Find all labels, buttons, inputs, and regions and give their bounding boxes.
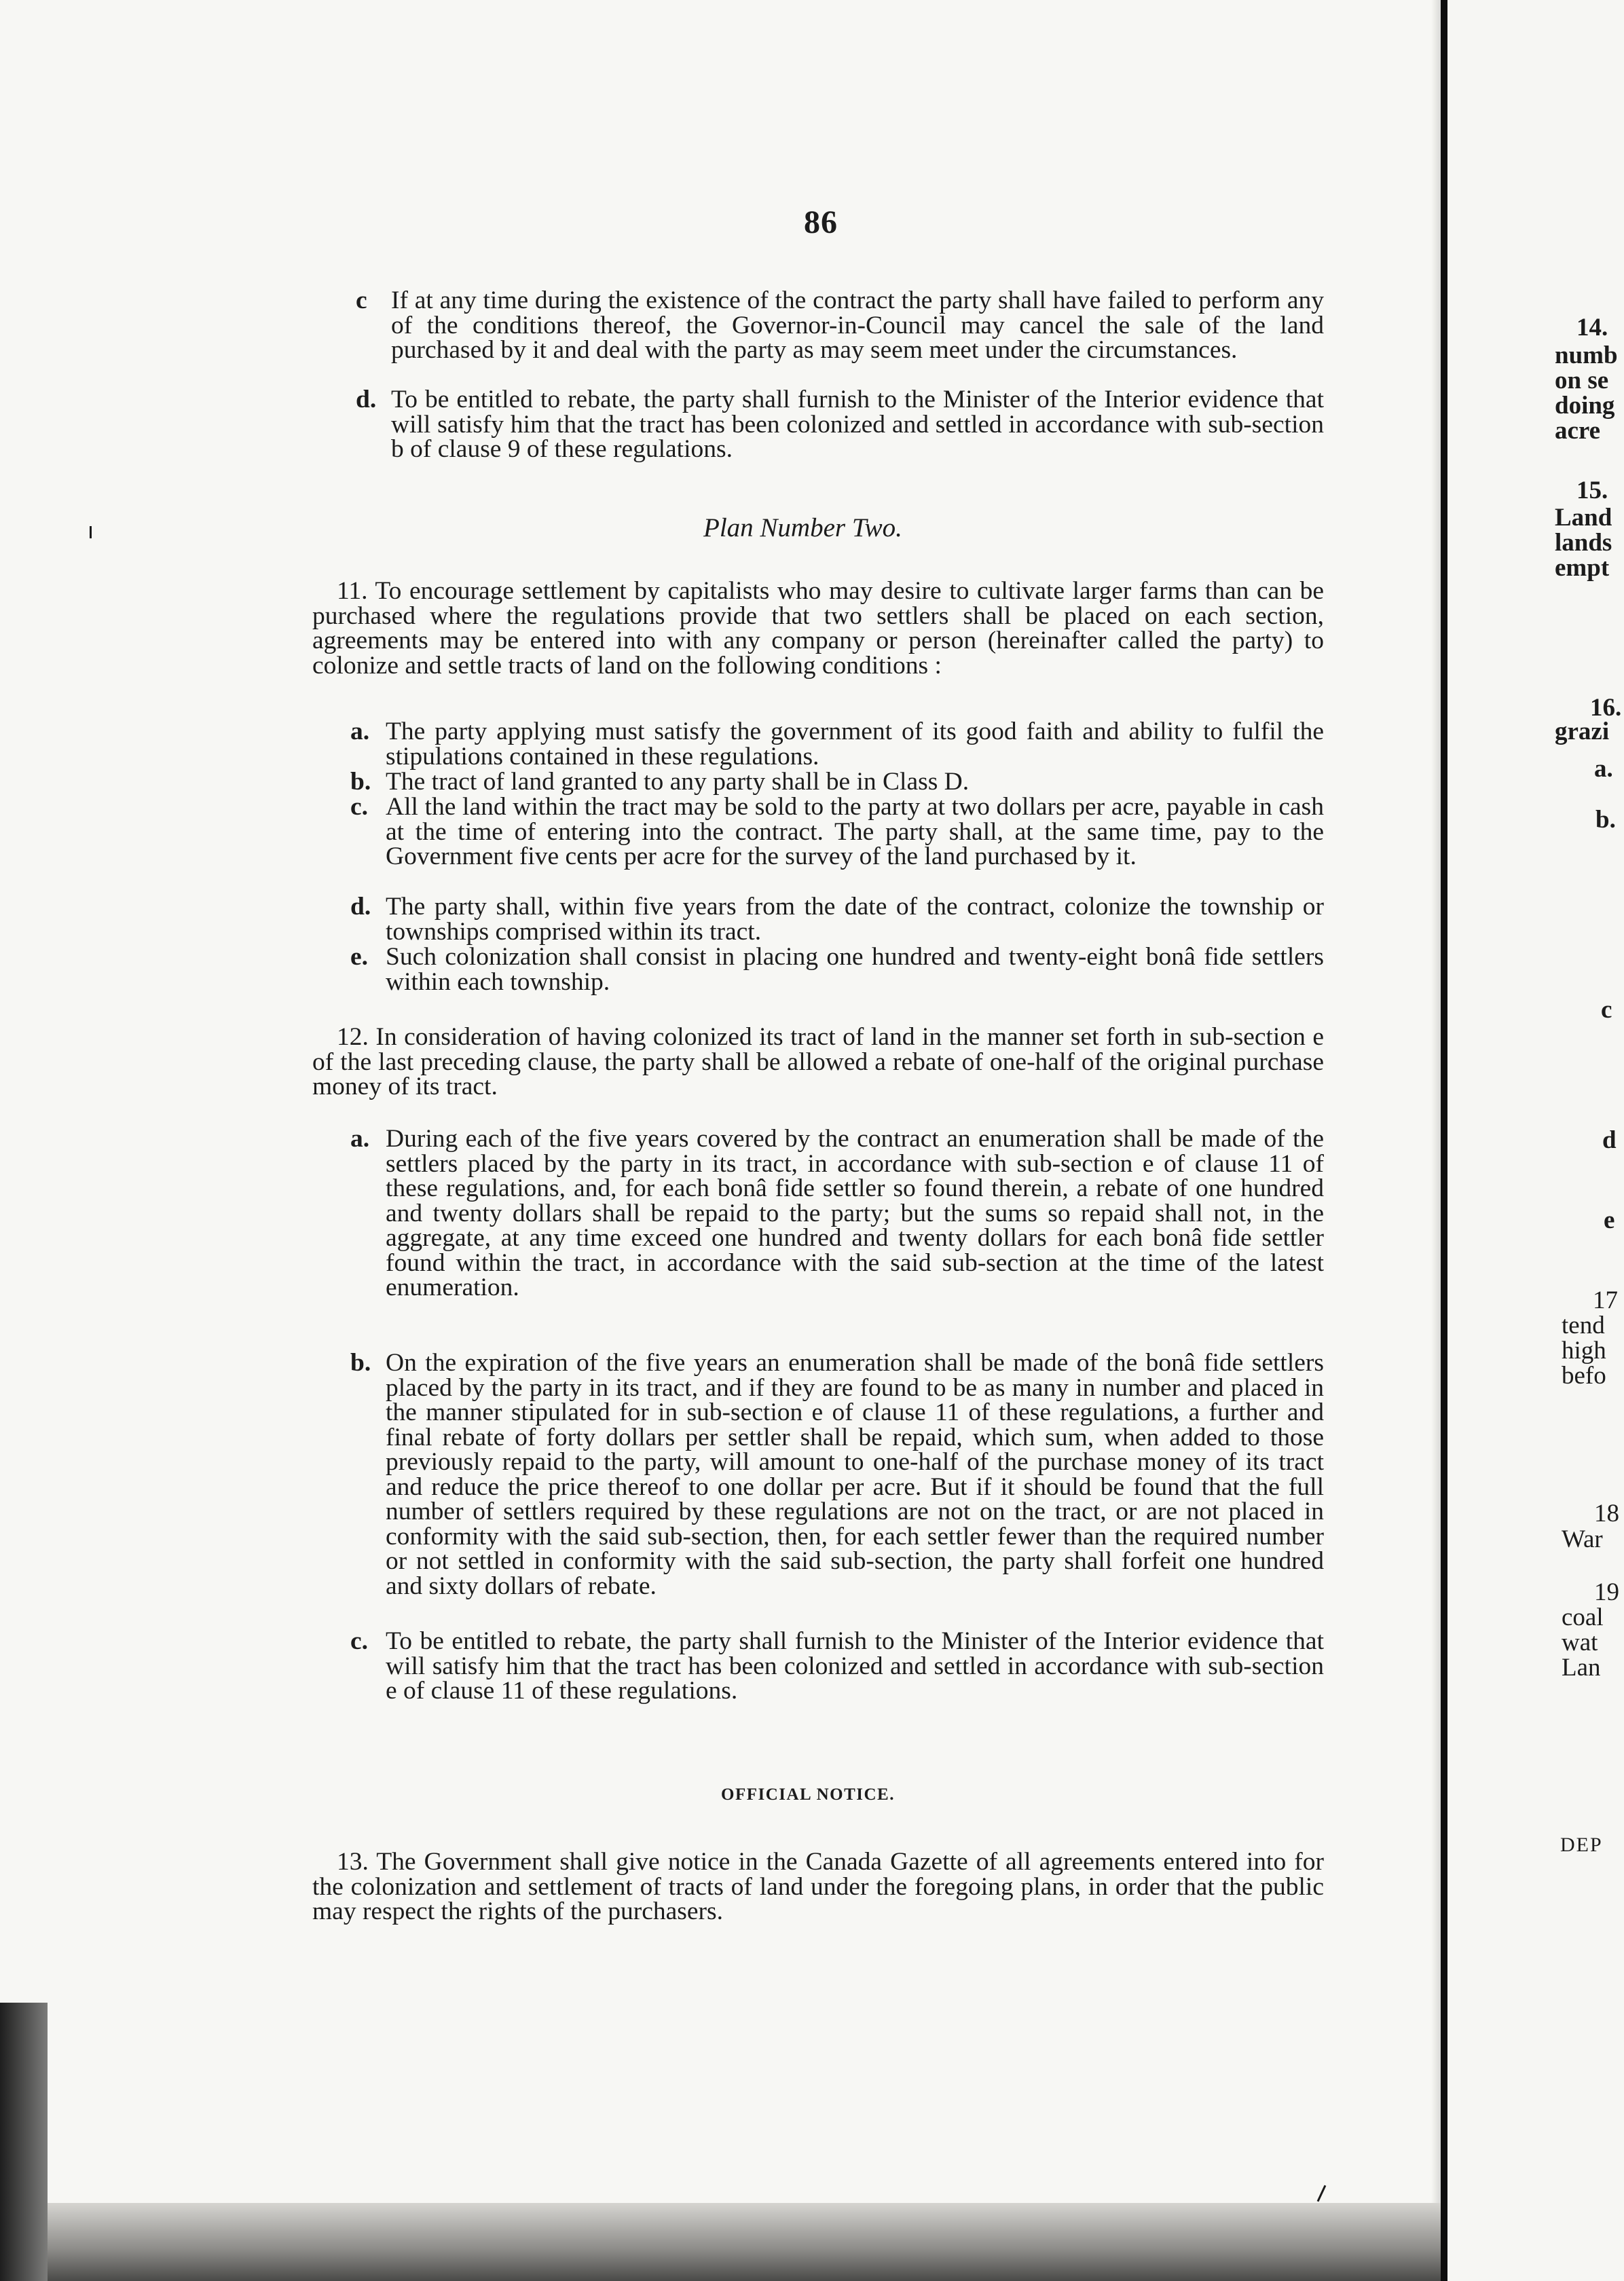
clause-11-item-d bbox=[350, 895, 1324, 944]
right-fragment: Land bbox=[1555, 504, 1612, 532]
right-fragment: empt bbox=[1555, 554, 1610, 582]
item-marker: c bbox=[356, 286, 367, 314]
right-fragment: high bbox=[1562, 1337, 1606, 1365]
right-fragment: 14. bbox=[1576, 314, 1608, 341]
right-fragment: doing bbox=[1555, 392, 1615, 420]
item-text: The tract of land granted to any party shall be in Class D. bbox=[386, 768, 970, 796]
item-marker: c. bbox=[350, 793, 369, 821]
right-fragment: grazi bbox=[1555, 718, 1610, 745]
clause-12-item-a bbox=[350, 1127, 1324, 1301]
clause-12-item-c bbox=[350, 1629, 1324, 1704]
right-fragment: acre bbox=[1555, 417, 1601, 445]
clause-10-item-c bbox=[356, 286, 1324, 364]
clause-12-intro: 12. In consideration of having colonized its tract of land in the manner set forth in sub-section e of the last preceding clause, the party shall be allowed a rebate of one-half of the original purchase money of its tract. bbox=[312, 1023, 1324, 1100]
right-fragment: e bbox=[1604, 1206, 1615, 1234]
item-text: All the land within the tract may be sold to the party at two dollars per acre, payable in cash at the time of entering into the contract. The party shall, at the same time, pay to the Government five cents per acre for the survey of the land purchased by it. bbox=[386, 793, 1324, 870]
item-text: On the expiration of the five years an enumeration shall be made of the bonâ fide settlers placed by the party in its tract, and if they are found to be as many in number and placed in the manner stipulated for in sub-section e of clause 11 of these regulations, a further and final rebate of forty dollars per settler shall be repaid, which sum, when added to those previously repaid to the party, will amount to one-half of the purchase money of its tract and reduce the price thereof to one dollar per acre. But if it should be found that the full number of settlers required by these regulations are not on the tract, or are not placed in conformity with the said sub-section, then, for each settler fewer than the required number or not settled in conformity with the said sub-section, the party shall forfeit one hundred and sixty dollars of rebate. bbox=[386, 1349, 1324, 1600]
right-fragment: 17 bbox=[1593, 1286, 1618, 1314]
right-fragment: wat bbox=[1562, 1629, 1598, 1656]
right-fragment: 19 bbox=[1594, 1578, 1619, 1606]
clause-12-item-b bbox=[350, 1351, 1324, 1599]
right-fragment: numb bbox=[1555, 341, 1618, 369]
right-fragment: c bbox=[1601, 996, 1612, 1024]
right-fragment: tend bbox=[1562, 1312, 1605, 1339]
item-text: The party shall, within five years from the date of the contract, colonize the township or townships comprised within its tract. bbox=[386, 893, 1324, 946]
item-text: To be entitled to rebate, the party shall furnish to the Minister of the Interior evidence that will satisfy him that the tract has been colonized and settled in accordance with sub-section e of clause 11 of these regulations. bbox=[386, 1627, 1324, 1705]
item-marker: e. bbox=[350, 943, 369, 971]
item-text: The party applying must satisfy the government of its good faith and ability to fulfil the stipulations contained in these regulations. bbox=[386, 718, 1324, 771]
item-marker: d. bbox=[356, 386, 377, 413]
heading-official-notice: OFFICIAL NOTICE. bbox=[721, 1785, 895, 1804]
right-page-fragment bbox=[1447, 0, 1624, 2281]
page-gutter bbox=[1441, 0, 1447, 2281]
item-marker: d. bbox=[350, 893, 371, 921]
page-number: 86 bbox=[804, 204, 838, 240]
right-fragment: a. bbox=[1594, 755, 1613, 783]
item-text: Such colonization shall consist in placing one hundred and twenty-eight bonâ fide settlers within each township. bbox=[386, 943, 1324, 996]
heading-plan-number-two: Plan Number Two. bbox=[703, 513, 902, 542]
gutter-shadow bbox=[1431, 0, 1441, 2281]
item-marker: a. bbox=[350, 718, 370, 745]
item-marker: a. bbox=[350, 1125, 370, 1153]
right-fragment: Lan bbox=[1562, 1654, 1601, 1682]
right-fragment: lands bbox=[1555, 529, 1612, 557]
item-text: If at any time during the existence of the contract the party shall have failed to perform any of the conditions thereof, the Governor-in-Council may cancel the sale of the land purchased by it and deal with the party as may seem meet under the circumstances. bbox=[391, 286, 1324, 364]
clause-11-intro: 11. To encourage settlement by capitalists who may desire to cultivate larger farms than can be purchased where the regulations provide that two settlers shall be placed on each section, agreements may be entered into with any company or person (hereinafter called the party) to colonize and settle tracts of land on the following conditions : bbox=[312, 577, 1324, 680]
page-bottom-edge bbox=[41, 2203, 1441, 2281]
clause-13: 13. The Government shall give notice in the Canada Gazette of all agreements entered into for the colonization and settlement of tracts of land under the foregoing plans, in order that the public may respect the rights of the purchasers. bbox=[312, 1848, 1324, 1925]
right-fragment: 16. bbox=[1590, 694, 1622, 722]
right-fragment: d bbox=[1602, 1126, 1617, 1154]
item-text: During each of the five years covered by the contract an enumeration shall be made of the settlers placed by the party in its tract, in accordance with sub-section e of clause 11 of these regulations, and, for each bonâ fide settler so found therein, a rebate of one hundred and twenty dollars shall be repaid to the party; but the sums so repaid shall not, in the aggregate, at any time exceed one hundred and twenty dollars for each bonâ fide settler found within the tract, in accordance with the said sub-section at the time of the latest enumeration. bbox=[386, 1125, 1324, 1301]
page-speck bbox=[90, 526, 92, 538]
clause-11-item-b bbox=[350, 770, 1324, 795]
right-fragment: befo bbox=[1562, 1362, 1606, 1390]
right-fragment: War bbox=[1562, 1525, 1603, 1553]
item-marker: c. bbox=[350, 1627, 369, 1655]
right-fragment: on se bbox=[1555, 367, 1609, 394]
item-marker: b. bbox=[350, 768, 371, 796]
right-fragment: coal bbox=[1562, 1603, 1604, 1631]
page-speck bbox=[1317, 2185, 1327, 2202]
clause-10-item-d bbox=[356, 388, 1324, 462]
item-text: To be entitled to rebate, the party shall furnish to the Minister of the Interior evidence that will satisfy him that the tract has been colonized and settled in accordance with sub-section b of clause 9 of these regulations. bbox=[391, 386, 1324, 463]
right-fragment: 15. bbox=[1576, 477, 1608, 504]
item-marker: b. bbox=[350, 1349, 371, 1377]
right-fragment: b. bbox=[1595, 806, 1616, 834]
right-fragment: 18 bbox=[1594, 1500, 1619, 1527]
clause-11-item-c bbox=[350, 795, 1324, 870]
clause-11-item-e bbox=[350, 945, 1324, 995]
right-fragment: DEP bbox=[1560, 1834, 1603, 1856]
clause-11-item-a bbox=[350, 720, 1324, 769]
page-left-edge bbox=[0, 2003, 48, 2281]
